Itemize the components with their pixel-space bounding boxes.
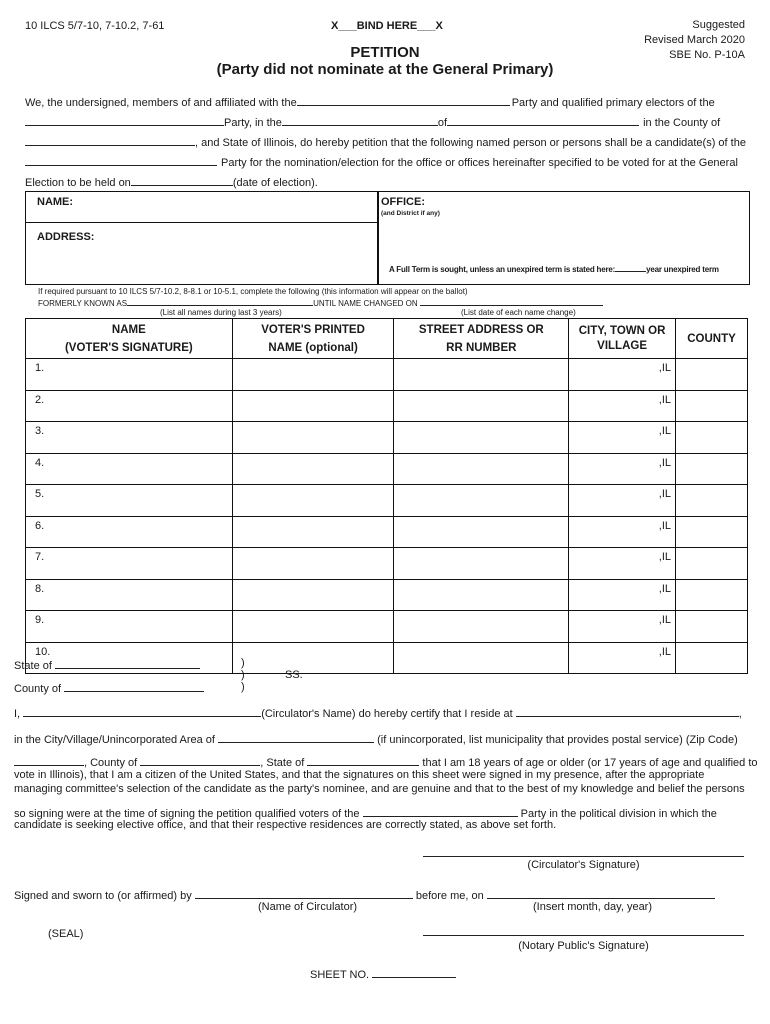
row-number: 7. (35, 551, 45, 563)
county-of-line (14, 680, 204, 695)
full-term-text: A Full Term is sought, unless an unexpired term is stated here: (389, 265, 616, 274)
sworn-date-field[interactable] (487, 887, 715, 899)
row-number: 9. (35, 614, 45, 626)
county-cell[interactable] (676, 579, 748, 611)
affidavit-text: before me, on (415, 890, 484, 902)
header-text: VOTER'S PRINTED (261, 323, 365, 336)
sworn-line (14, 887, 715, 902)
election-date-field[interactable] (131, 174, 233, 186)
table-row (26, 485, 748, 517)
intro-line-5 (25, 174, 318, 189)
affidavit-line: managing committee's selection of the candidate as the party's nominee, and are genuine and that to the best of my knowledge and belief the persons (14, 783, 745, 795)
former-names-field[interactable] (127, 297, 313, 306)
formerly-note: If required pursuant to 10 ILCS 5/7-10.2, 8-8.1 or 10-5.1, complete the following (this information will appear on the ballot) (38, 287, 468, 296)
signature-cell[interactable] (26, 516, 233, 548)
city-cell[interactable] (569, 390, 676, 422)
col-header-name (26, 319, 233, 359)
circulator-zip-field[interactable] (14, 754, 84, 766)
street-address-cell[interactable] (394, 453, 569, 485)
col-header-printed-name (232, 319, 394, 359)
county-cell[interactable] (676, 390, 748, 422)
intro-text: , and State of Illinois, do hereby petition that the following named person or persons shall be a candidate(s) of the (195, 137, 746, 149)
seal-label: (SEAL) (48, 928, 84, 940)
table-row (26, 548, 748, 580)
name-change-date-field[interactable] (420, 297, 603, 306)
ss-label: SS. (285, 669, 303, 681)
bind-here-marker: X___BIND HERE___X (331, 20, 443, 32)
signature-cell[interactable] (26, 548, 233, 580)
row-number: 3. (35, 425, 45, 437)
signature-cell[interactable] (26, 485, 233, 517)
street-address-cell[interactable] (394, 548, 569, 580)
divider (377, 192, 379, 284)
county-cell[interactable] (676, 485, 748, 517)
affidavit-line (14, 805, 717, 820)
signature-cell[interactable] (26, 453, 233, 485)
circulator-state-field[interactable] (307, 754, 419, 766)
state-suffix: ,IL (658, 519, 672, 532)
circulator-address-field[interactable] (516, 705, 739, 717)
city-area-line (14, 731, 738, 746)
divider (26, 222, 377, 223)
affidavit-text: I, (14, 708, 21, 720)
row-number: 6. (35, 519, 45, 532)
table-header-row (26, 319, 748, 359)
state-suffix: ,IL (658, 582, 672, 595)
street-address-cell[interactable] (394, 422, 569, 454)
form-number: SBE No. P-10A (669, 49, 745, 61)
printed-name-cell[interactable] (232, 422, 394, 454)
header-text: CITY, TOWN OR (578, 324, 666, 337)
circulator-signature-field[interactable] (423, 856, 744, 857)
printed-name-cell[interactable] (232, 453, 394, 485)
full-term-text: year unexpired term (646, 265, 719, 274)
printed-name-cell[interactable] (232, 611, 394, 643)
city-cell[interactable] (569, 579, 676, 611)
intro-line-4 (25, 154, 738, 169)
affidavit-text: that I am 18 years of age or older (or 17 years of age and qualified to (422, 757, 758, 769)
affidavit-text: in the City/Village/Unincorporated Area of (14, 734, 215, 746)
table-row (26, 453, 748, 485)
political-division-field[interactable] (282, 114, 438, 126)
header-text: RR NUMBER (446, 341, 517, 354)
city-cell[interactable] (569, 359, 676, 391)
sworn-circulator-name-field[interactable] (195, 887, 413, 899)
full-term-note (389, 263, 719, 274)
printed-name-cell[interactable] (232, 485, 394, 517)
party-voters-field[interactable] (363, 805, 518, 817)
header-text: VILLAGE (597, 339, 647, 352)
row-number: 4. (35, 456, 45, 469)
street-address-cell[interactable] (394, 579, 569, 611)
affidavit-text: County of (14, 683, 62, 695)
header-text: NAME (optional) (268, 341, 358, 354)
county-cell[interactable] (676, 422, 748, 454)
header-text: NAME (111, 323, 146, 336)
city-cell[interactable] (569, 611, 676, 643)
suggested-label: Suggested (692, 19, 745, 31)
sheet-number-label: SHEET NO. (310, 969, 370, 981)
col-header-county (676, 319, 748, 359)
header-text: COUNTY (687, 332, 736, 345)
printed-name-cell[interactable] (232, 359, 394, 391)
unexpired-years-field[interactable] (615, 263, 646, 272)
intro-text: (date of election). (232, 177, 318, 189)
table-row (26, 359, 748, 391)
party-field[interactable] (25, 114, 224, 126)
header-text: STREET ADDRESS OR (418, 323, 544, 336)
county-cell[interactable] (676, 516, 748, 548)
intro-text: Party for the nomination/election for the office or offices hereinafter specified to be voted for at the General (221, 157, 738, 169)
intro-text: We, the undersigned, members of and affiliated with the (25, 97, 297, 109)
intro-line-2 (25, 114, 720, 129)
division-name-field[interactable] (447, 114, 639, 126)
street-address-cell[interactable] (394, 359, 569, 391)
table-row (26, 579, 748, 611)
intro-text: of (437, 117, 448, 129)
circulator-city-field[interactable] (218, 731, 374, 743)
city-cell[interactable] (569, 642, 676, 674)
street-address-cell[interactable] (394, 390, 569, 422)
notary-signature-label: (Notary Public's Signature) (518, 940, 649, 952)
paren: ) (241, 657, 245, 669)
row-number: 10. (35, 645, 51, 658)
affidavit-text: (Circulator's Name) do hereby certify that I reside at (261, 708, 513, 720)
affidavit-text: , State of (260, 757, 305, 769)
signature-cell[interactable] (26, 422, 233, 454)
printed-name-cell[interactable] (232, 390, 394, 422)
state-of-line (14, 657, 200, 672)
intro-text: Election to be held on (25, 177, 131, 189)
state-suffix: ,IL (658, 425, 672, 437)
signature-cell[interactable] (26, 390, 233, 422)
list-names-note: (List all names during last 3 years) (160, 308, 282, 317)
intro-line-1 (25, 94, 715, 109)
district-note: (and District if any) (381, 210, 440, 217)
signature-cell[interactable] (26, 611, 233, 643)
affidavit-text: , County of (84, 757, 138, 769)
row-number: 2. (35, 393, 45, 406)
col-header-city (569, 319, 676, 359)
circulator-name-field[interactable] (23, 705, 261, 717)
state-suffix: ,IL (658, 645, 672, 658)
state-suffix: ,IL (658, 362, 672, 374)
state-suffix: ,IL (658, 551, 672, 563)
sheet-number-line (310, 966, 456, 981)
affidavit-text: so signing were at the time of signing the petition qualified voters of the (14, 808, 360, 820)
county-cell[interactable] (676, 642, 748, 674)
circulator-county-field[interactable] (140, 754, 260, 766)
affidavit-text: Signed and sworn to (or affirmed) by (14, 890, 192, 902)
candidate-name-label: NAME: (37, 196, 74, 208)
affidavit-line: candidate is seeking elective office, and that their respective residences are correctly stated, as above set forth. (14, 819, 557, 831)
signature-table (25, 318, 748, 674)
sheet-number-field[interactable] (372, 966, 456, 978)
venue-county-field[interactable] (64, 680, 204, 692)
signature-cell[interactable] (26, 579, 233, 611)
row-number: 5. (35, 488, 45, 500)
city-cell[interactable] (569, 548, 676, 580)
street-address-cell[interactable] (394, 642, 569, 674)
formerly-text: UNTIL NAME CHANGED ON (313, 299, 418, 308)
street-address-cell[interactable] (394, 485, 569, 517)
intro-line-3 (25, 134, 746, 149)
notary-signature-field[interactable] (423, 935, 744, 936)
intro-text: Party, in the (224, 117, 282, 129)
printed-name-cell[interactable] (232, 642, 394, 674)
county-cell[interactable] (676, 548, 748, 580)
state-suffix: ,IL (658, 614, 672, 626)
circulator-line: I, (Circulator's Name) do hereby certify that I reside at , (14, 705, 742, 720)
table-row (26, 390, 748, 422)
state-suffix: ,IL (658, 456, 672, 469)
affidavit-text: Party in the political division in which the (520, 808, 717, 820)
county-state-line (14, 754, 758, 769)
table-row (26, 516, 748, 548)
page-title: PETITION (350, 44, 420, 61)
candidate-office-box (25, 191, 750, 285)
paren: ) (241, 681, 245, 693)
table-row (26, 611, 748, 643)
row-number: 8. (35, 582, 45, 595)
state-suffix: ,IL (658, 488, 672, 500)
city-cell[interactable] (569, 485, 676, 517)
city-cell[interactable] (569, 422, 676, 454)
affidavit-text: State of (14, 660, 52, 672)
venue-state-field[interactable] (55, 657, 200, 669)
intro-text: in the County of (643, 117, 721, 129)
revised-date: Revised March 2020 (644, 34, 745, 46)
party-name-field[interactable] (297, 94, 510, 106)
county-field[interactable] (25, 134, 195, 146)
street-address-cell[interactable] (394, 516, 569, 548)
statute-citation: 10 ILCS 5/7-10, 7-10.2, 7-61 (25, 20, 165, 32)
circulator-signature-label: (Circulator's Signature) (527, 859, 640, 871)
row-number: 1. (35, 362, 45, 374)
formerly-line (38, 297, 603, 308)
county-cell[interactable] (676, 611, 748, 643)
street-address-cell[interactable] (394, 611, 569, 643)
name-of-circulator-label: (Name of Circulator) (258, 901, 358, 913)
county-cell[interactable] (676, 453, 748, 485)
formerly-text: FORMERLY KNOWN AS (38, 299, 128, 308)
candidate-address-label: ADDRESS: (37, 231, 95, 243)
state-suffix: ,IL (658, 393, 672, 406)
city-cell[interactable] (569, 453, 676, 485)
printed-name-cell[interactable] (232, 548, 394, 580)
nominating-party-field[interactable] (25, 154, 217, 166)
header-text: (VOTER'S SIGNATURE) (64, 341, 193, 354)
city-cell[interactable] (569, 516, 676, 548)
printed-name-cell[interactable] (232, 516, 394, 548)
col-header-street (394, 319, 569, 359)
page-subtitle: (Party did not nominate at the General Primary) (216, 61, 554, 78)
county-cell[interactable] (676, 359, 748, 391)
signature-cell[interactable] (26, 359, 233, 391)
affidavit-text: (if unincorporated, list municipality that provides postal service) (Zip Code) (377, 734, 738, 746)
affidavit-line: vote in Illinois), that I am a citizen of the United States, and that the signatures on this sheet were signed in my presence, after the appropriate (14, 769, 705, 781)
paren: ) (241, 669, 245, 681)
table-row (26, 422, 748, 454)
list-dates-note: (List date of each name change) (461, 308, 576, 317)
office-label: OFFICE: (381, 196, 425, 208)
insert-date-label: (Insert month, day, year) (533, 901, 653, 913)
intro-text: Party and qualified primary electors of the (511, 97, 715, 109)
printed-name-cell[interactable] (232, 579, 394, 611)
